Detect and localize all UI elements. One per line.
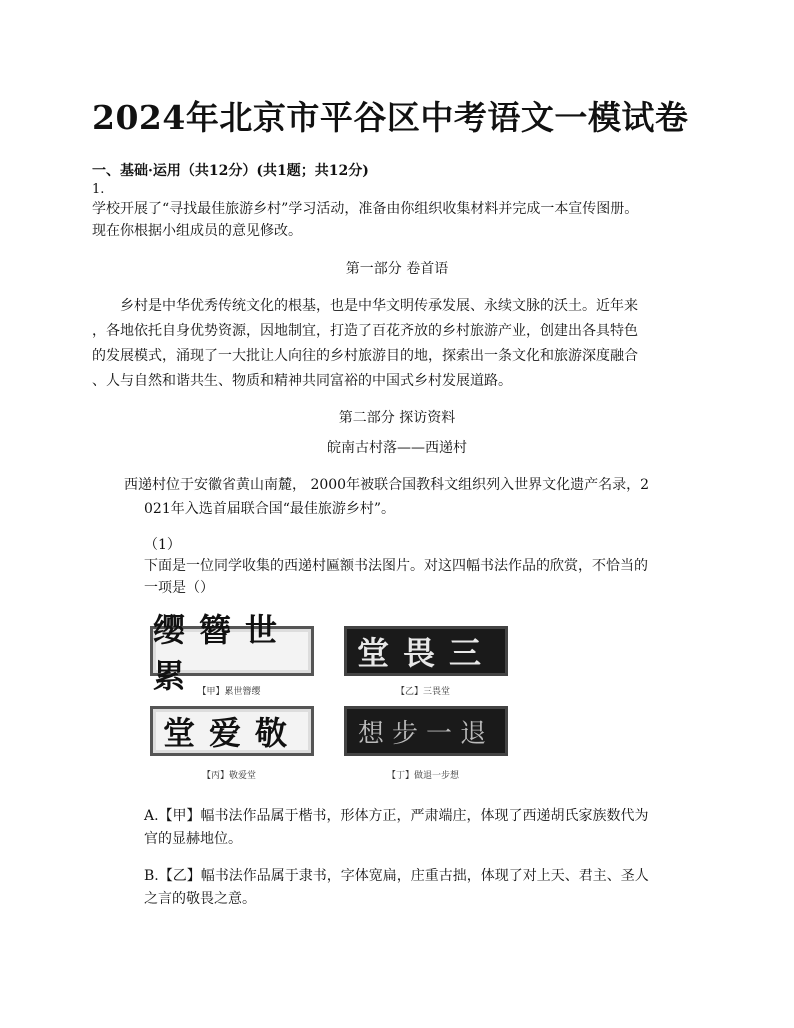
intro-line: 学校开展了“寻找最佳旅游乡村”学习活动，准备由你组织收集材料并完成一本宣传图册。 [92,201,639,217]
plaque-caption: 【丙】敬爱堂 [201,771,256,781]
sub-question-line: 下面是一位同学收集的西递村匾额书法图片。对这四幅书法作品的欣赏，不恰当的 [144,558,648,574]
sub-question-line: 一项是（） [144,580,214,596]
part1-heading: 第一部分 卷首语 [345,261,449,277]
sub-question-number: （1） [144,537,181,553]
part2-subheading: 皖南古村落——西递村 [327,440,467,456]
option-a-line[interactable]: 官的显赫地位。 [144,831,242,847]
paragraph-line: 的发展模式，涌现了一大批让人向往的乡村旅游目的地，探索出一条文化和旅游深度融合 [92,348,638,364]
option-a-line[interactable]: A.【甲】幅书法作品属于楷书，形体方正，严肃端庄，体现了西递胡氏家族数代为 [144,808,649,824]
plaque-bing: 堂爱敬 [150,706,314,756]
paragraph-line: 、人与自然和谐共生、物质和精神共同富裕的中国式乡村发展道路。 [92,373,512,389]
plaque-jia: 缨簪世累 [150,626,314,676]
plaque-ding: 想步一退 [344,706,508,756]
paragraph-line: 021年入选首届联合国“最佳旅游乡村”。 [144,501,396,517]
paragraph-line: 西递村位于安徽省黄山南麓， 2000年被联合国教科文组织列入世界文化遗产名录，2 [124,477,649,493]
page-title: 2024年北京市平谷区中考语文一模试卷 [92,98,689,137]
calligraphy-figure [146,611,506,788]
part2-heading: 第二部分 探访资料 [338,410,456,426]
question-number: 1. [92,182,105,197]
section-heading: 一、基础·运用（共12分）(共1题；共12分) [92,163,369,179]
plaque-yi: 堂畏三 [344,626,508,676]
paragraph-line: 乡村是中华优秀传统文化的根基，也是中华文明传承发展、永续文脉的沃土。近年来 [120,298,638,314]
plaque-caption: 【丁】做退一步想 [386,771,459,781]
intro-line: 现在你根据小组成员的意见修改。 [92,223,302,239]
option-b-line[interactable]: B.【乙】幅书法作品属于隶书，字体宽扁，庄重古拙，体现了对上天、君主、圣人 [144,868,649,884]
paragraph-line: ，各地依托自身优势资源，因地制宜，打造了百花齐放的乡村旅游产业，创建出各具特色 [92,323,638,339]
plaque-caption: 【甲】累世簪缨 [197,687,261,697]
option-b-line[interactable]: 之言的敬畏之意。 [144,891,256,907]
plaque-caption: 【乙】三畏堂 [395,687,450,697]
